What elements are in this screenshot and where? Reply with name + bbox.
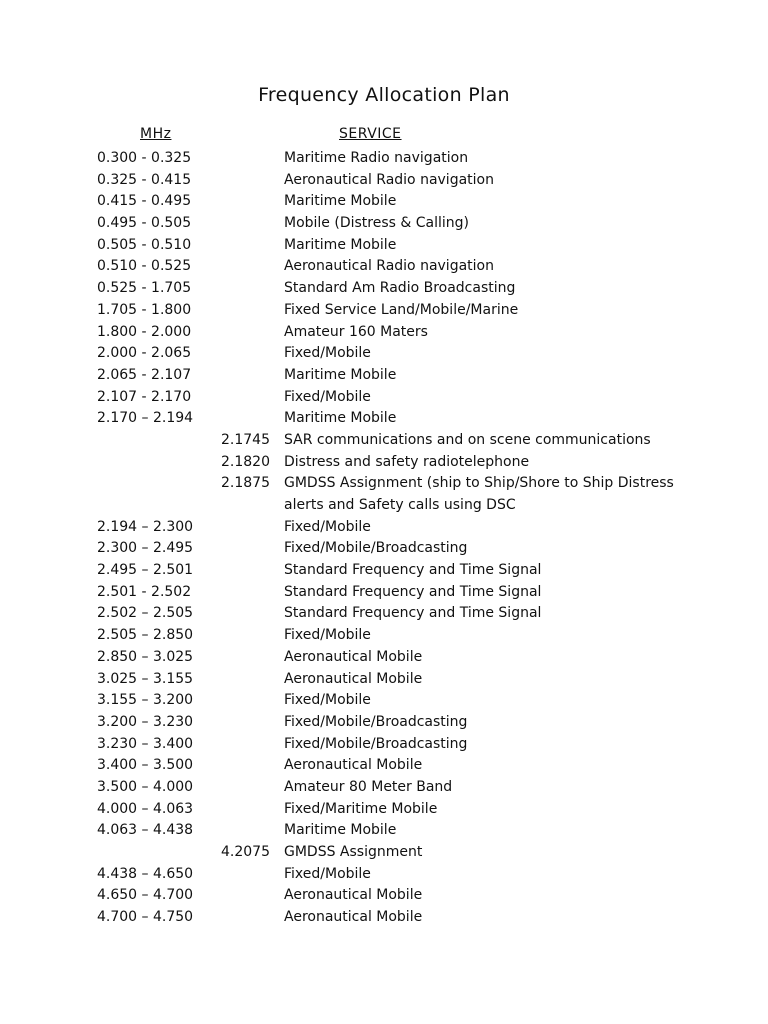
frequency-range: 2.107 - 2.170 (97, 388, 192, 405)
frequency-range: 2.850 – 3.025 (97, 648, 194, 665)
table-row (0, 452, 768, 474)
service-name: Fixed/Mobile (284, 627, 371, 644)
table-row (0, 408, 768, 430)
service-name: Standard Frequency and Time Signal (284, 583, 542, 600)
frequency-range: 0.495 - 0.505 (97, 215, 192, 232)
table-row (0, 213, 768, 235)
frequency-range: 3.230 – 3.400 (97, 735, 194, 752)
frequency-range: 4.650 – 4.700 (97, 887, 194, 904)
frequency-range: 3.400 – 3.500 (97, 757, 194, 774)
frequency-range: 0.510 - 0.525 (97, 258, 192, 275)
table-row (0, 885, 768, 907)
service-name: Maritime Mobile (284, 193, 397, 210)
service-name: Distress and safety radiotelephone (284, 453, 530, 470)
frequency-range: 2.000 - 2.065 (97, 345, 192, 362)
table-row (0, 517, 768, 539)
table-row (0, 820, 768, 842)
table-row (0, 235, 768, 257)
sub-frequency: 2.1875 (221, 475, 270, 492)
table-row (0, 256, 768, 278)
service-name: Maritime Mobile (284, 236, 397, 253)
table-row (0, 603, 768, 625)
table-row (0, 669, 768, 691)
service-name: Aeronautical Mobile (284, 887, 423, 904)
frequency-range: 3.155 – 3.200 (97, 692, 194, 709)
service-name: SAR communications and on scene communications (284, 431, 651, 448)
frequency-range: 0.325 - 0.415 (97, 171, 192, 188)
frequency-range: 4.700 – 4.750 (97, 909, 194, 926)
frequency-table (0, 148, 768, 929)
service-name: Fixed/Mobile/Broadcasting (284, 735, 468, 752)
frequency-range: 1.800 - 2.000 (97, 323, 192, 340)
table-row (0, 343, 768, 365)
frequency-range: 2.194 – 2.300 (97, 518, 194, 535)
service-name: Fixed/Maritime Mobile (284, 800, 438, 817)
service-name: Fixed/Mobile (284, 518, 371, 535)
frequency-range: 1.705 - 1.800 (97, 301, 192, 318)
table-row (0, 712, 768, 734)
column-header-mhz: MHz (140, 126, 172, 142)
table-row (0, 907, 768, 929)
frequency-range: 2.065 - 2.107 (97, 366, 192, 383)
table-row (0, 191, 768, 213)
table-row (0, 625, 768, 647)
frequency-range: 2.300 – 2.495 (97, 540, 194, 557)
frequency-range: 4.063 – 4.438 (97, 822, 194, 839)
service-name: Aeronautical Mobile (284, 670, 423, 687)
table-row (0, 864, 768, 886)
frequency-range: 2.502 – 2.505 (97, 605, 194, 622)
service-name: Maritime Mobile (284, 366, 397, 383)
service-name: Maritime Radio navigation (284, 150, 469, 166)
service-name: Mobile (Distress & Calling) (284, 215, 470, 232)
service-name: Standard Frequency and Time Signal (284, 605, 542, 622)
frequency-range: 4.000 – 4.063 (97, 800, 194, 817)
frequency-range: 2.501 - 2.502 (97, 583, 192, 600)
service-name: Fixed/Mobile (284, 692, 371, 709)
frequency-range: 0.300 - 0.325 (97, 150, 192, 166)
table-row (0, 538, 768, 560)
table-row (0, 582, 768, 604)
service-name: Aeronautical Radio navigation (284, 258, 494, 275)
table-row (0, 690, 768, 712)
service-name: Fixed/Mobile (284, 865, 371, 882)
table-row (0, 300, 768, 322)
frequency-range: 4.438 – 4.650 (97, 865, 194, 882)
service-name: Maritime Mobile (284, 410, 397, 427)
table-row (0, 387, 768, 409)
table-row (0, 560, 768, 582)
sub-frequency: 2.1820 (221, 453, 270, 470)
table-row (0, 430, 768, 452)
table-row (0, 148, 768, 170)
frequency-range: 3.025 – 3.155 (97, 670, 194, 687)
table-row (0, 777, 768, 799)
service-name: Aeronautical Mobile (284, 909, 423, 926)
frequency-range: 0.525 - 1.705 (97, 280, 192, 297)
frequency-range: 3.500 – 4.000 (97, 778, 194, 795)
sub-frequency: 4.2075 (221, 844, 270, 861)
table-row (0, 647, 768, 669)
service-name: Aeronautical Radio navigation (284, 171, 494, 188)
frequency-range: 0.505 - 0.510 (97, 236, 192, 253)
service-name: Aeronautical Mobile (284, 757, 423, 774)
service-name: Fixed Service Land/Mobile/Marine (284, 301, 519, 318)
frequency-range: 0.415 - 0.495 (97, 193, 192, 210)
page-title: Frequency Allocation Plan (258, 84, 510, 106)
frequency-range: 3.200 – 3.230 (97, 713, 194, 730)
service-name: Amateur 160 Maters (284, 323, 428, 340)
table-row (0, 365, 768, 387)
service-name: Standard Am Radio Broadcasting (284, 280, 516, 297)
table-row (0, 842, 768, 864)
service-name: GMDSS Assignment (284, 844, 423, 861)
table-row (0, 170, 768, 192)
table-row (0, 799, 768, 821)
table-row (0, 755, 768, 777)
service-name: Fixed/Mobile (284, 345, 371, 362)
table-row (0, 322, 768, 344)
frequency-range: 2.170 – 2.194 (97, 410, 194, 427)
service-name: Standard Frequency and Time Signal (284, 562, 542, 579)
service-name: Fixed/Mobile (284, 388, 371, 405)
service-name: Fixed/Mobile/Broadcasting (284, 540, 468, 557)
column-header-service: SERVICE (339, 126, 402, 142)
frequency-range: 2.505 – 2.850 (97, 627, 194, 644)
service-name: Maritime Mobile (284, 822, 397, 839)
service-name: Fixed/Mobile/Broadcasting (284, 713, 468, 730)
service-name: GMDSS Assignment (ship to Ship/Shore to Ship Distress alerts and Safety calls using DSC (284, 475, 674, 514)
table-row (0, 473, 768, 516)
service-name: Amateur 80 Meter Band (284, 778, 453, 795)
frequency-range: 2.495 – 2.501 (97, 562, 194, 579)
table-row (0, 278, 768, 300)
sub-frequency: 2.1745 (221, 431, 270, 448)
service-name: Aeronautical Mobile (284, 648, 423, 665)
table-row (0, 734, 768, 756)
